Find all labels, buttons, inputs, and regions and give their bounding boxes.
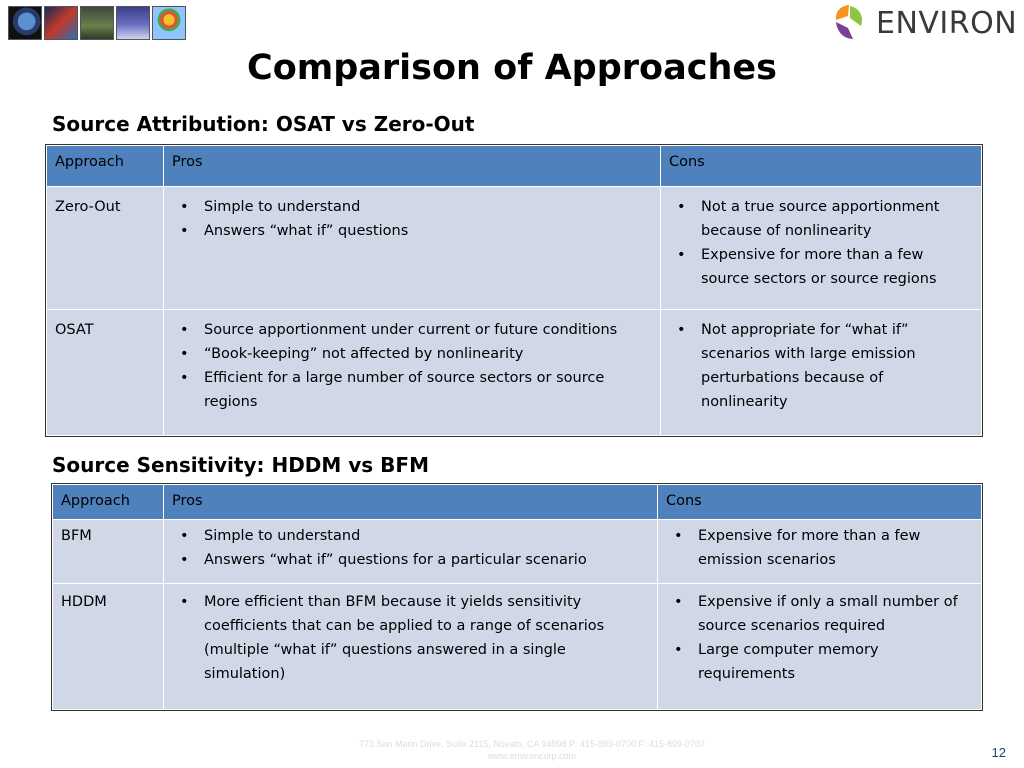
table-row — [53, 584, 982, 710]
cons-cell — [661, 187, 982, 310]
environ-logo — [828, 2, 1017, 44]
column-header-pros: Pros — [164, 146, 661, 187]
cons-cell — [658, 584, 982, 710]
environ-logo-icon — [828, 2, 870, 44]
pros-cell — [164, 187, 661, 310]
header-thumbnails — [8, 6, 186, 40]
cons-item: • Expensive for more than a few source sectors or source regions — [701, 243, 973, 291]
cons-item: • Expensive for more than a few emission scenarios — [698, 524, 973, 572]
balloon-thumbnail — [152, 6, 186, 40]
city-thumbnail — [116, 6, 150, 40]
source-attribution-table — [46, 145, 982, 436]
column-header-cons: Cons — [658, 485, 982, 520]
table-header-row — [47, 146, 982, 187]
cons-item: • Not appropriate for “what if” scenarios with large emission perturbations because of nonlinearity — [701, 318, 973, 414]
page-number: 12 — [991, 745, 1006, 760]
slide-title: Comparison of Approaches — [247, 48, 777, 88]
cons-item: • Large computer memory requirements — [698, 638, 973, 686]
table-row — [47, 187, 982, 310]
table-header-row — [53, 485, 982, 520]
molecule-thumbnail — [44, 6, 78, 40]
logo-text: ENVIRON — [876, 5, 1018, 41]
cons-item: • Not a true source apportionment because of nonlinearity — [701, 195, 973, 243]
table-row — [47, 310, 982, 436]
approach-cell: OSAT — [47, 310, 164, 436]
column-header-pros: Pros — [164, 485, 658, 520]
column-header-cons: Cons — [661, 146, 982, 187]
earth-thumbnail — [8, 6, 42, 40]
table-row — [53, 520, 982, 584]
cons-cell — [658, 520, 982, 584]
pros-cell — [164, 520, 658, 584]
pros-item: • Simple to understand — [204, 524, 649, 548]
pros-cell — [164, 584, 658, 710]
pros-item: • Source apportionment under current or future conditions — [204, 318, 652, 342]
pros-item: • “Book-keeping” not affected by nonlinearity — [204, 342, 652, 366]
approach-cell: BFM — [53, 520, 164, 584]
pros-item: • Answers “what if” questions for a particular scenario — [204, 548, 649, 572]
source-sensitivity-table — [52, 484, 982, 710]
cons-item: • Expensive if only a small number of source scenarios required — [698, 590, 973, 638]
pros-item: • Efficient for a large number of source sectors or source regions — [204, 366, 652, 414]
pros-cell — [164, 310, 661, 436]
approach-cell: HDDM — [53, 584, 164, 710]
cons-cell — [661, 310, 982, 436]
pros-item: • Answers “what if” questions — [204, 219, 652, 243]
grass-thumbnail — [80, 6, 114, 40]
column-header-approach: Approach — [47, 146, 164, 187]
footer-website[interactable]: www.environcorp.com — [487, 751, 577, 761]
pros-item: • More efficient than BFM because it yields sensitivity coefficients that can be applied to a range of scenarios (multiple “what if” questions answered in a single simulation) — [204, 590, 649, 686]
footer-address: 773 San Marin Drive, Suite 2115, Novato, CA 94998 P: 415-899-0700 F: 415-899-0707 — [358, 739, 706, 749]
section2-heading: Source Sensitivity: HDDM vs BFM — [52, 453, 429, 477]
footer — [300, 738, 764, 762]
column-header-approach: Approach — [53, 485, 164, 520]
approach-cell: Zero-Out — [47, 187, 164, 310]
pros-item: • Simple to understand — [204, 195, 652, 219]
section1-heading: Source Attribution: OSAT vs Zero-Out — [52, 112, 475, 136]
